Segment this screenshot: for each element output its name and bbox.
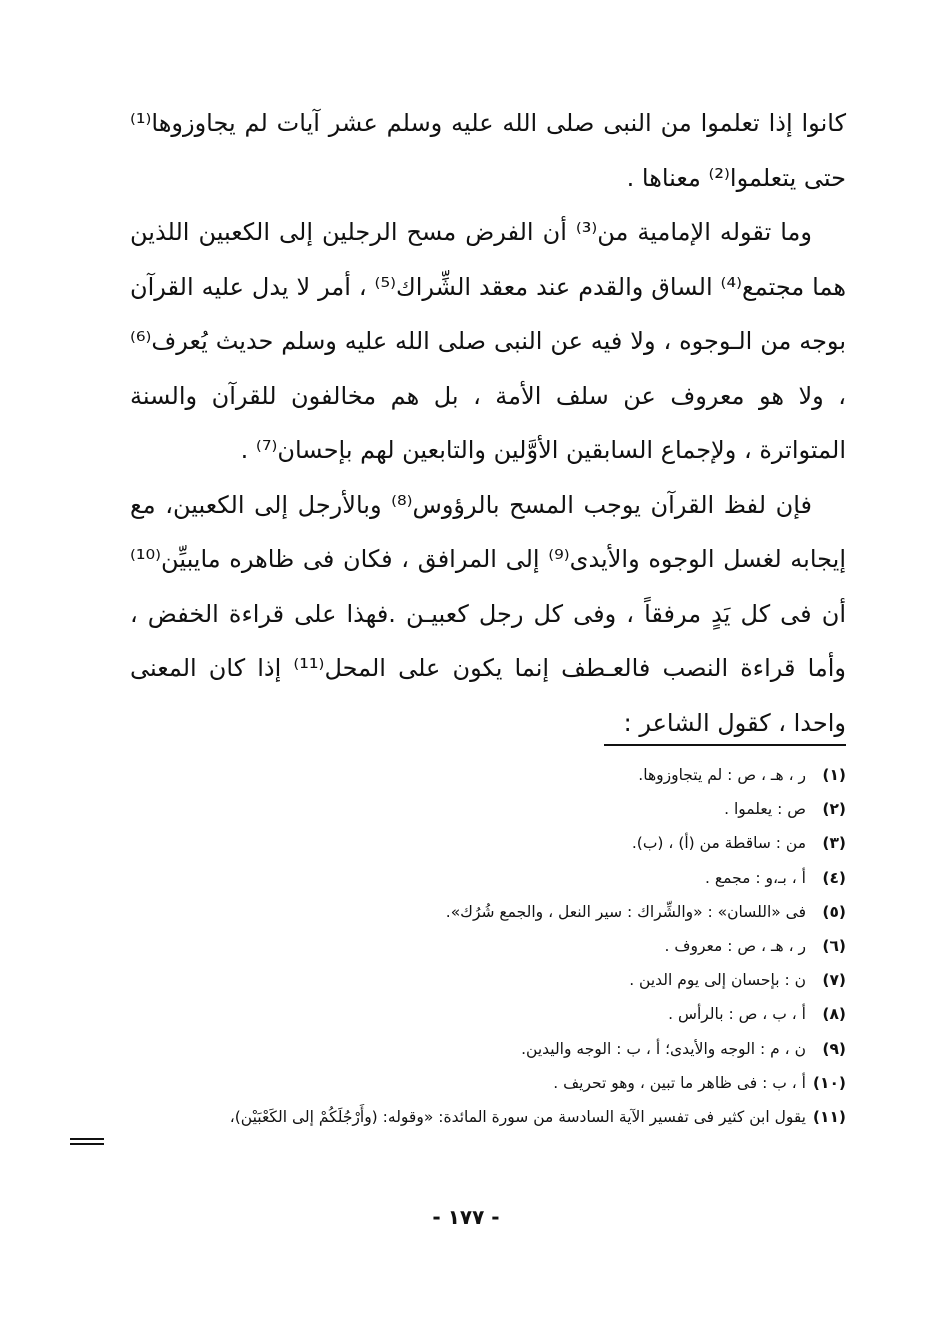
footnote-6 bbox=[130, 929, 846, 963]
footnote-text: من : ساقطة من (أ) ، (ب). bbox=[631, 834, 806, 853]
footnote-number: (٤) bbox=[822, 868, 846, 887]
footnote-number: (٣) bbox=[822, 834, 846, 853]
footnote-number: (٩) bbox=[822, 1039, 846, 1058]
footnote-text: ر ، هـ ، ص : معروف . bbox=[664, 937, 806, 956]
main-text bbox=[130, 96, 846, 750]
paragraph-2: وما تقوله الإمامية من⁽³⁾ أن الفرض مسح الرجلين إلى الكعبين اللذين هما مجتمع⁽⁴⁾ الساق والقدم عند معقد الشِّراك⁽⁵⁾ ، أمر لا يدل عليه القرآن بوجه من الـوجوه ، ولا فيه عن النبى صلى الله عليه وسلم حديث يُعرف⁽⁶⁾ ، ولا هو معروف عن سلف الأمة ، بل هم مخالفون للقرآن والسنة المتواترة ، ولإجماع السابقين الأوَّلين والتابعين لهم بإحسان⁽⁷⁾ . bbox=[130, 218, 846, 464]
footnote-11 bbox=[130, 1100, 846, 1134]
footnote-separator bbox=[604, 744, 846, 746]
footnote-text: ن ، م : الوجه والأيدى؛ أ ، ب : الوجه واليدين. bbox=[521, 1039, 806, 1058]
footnote-4 bbox=[130, 861, 846, 895]
footnote-text: ن : بإحسان إلى يوم الدين . bbox=[629, 971, 806, 990]
footnote-number: (١١) bbox=[812, 1108, 846, 1127]
footnote-2 bbox=[130, 792, 846, 826]
footnote-number: (٥) bbox=[822, 902, 846, 921]
footnote-text: فى «اللسان» : «والشِّراك : سير النعل ، والجمع شُرُك». bbox=[445, 902, 806, 921]
paragraph-1: كانوا إذا تعلموا من النبى صلى الله عليه وسلم عشر آيات لم يجاوزوها⁽¹⁾ حتى يتعلموا⁽²⁾ معناها . bbox=[130, 109, 846, 192]
footnote-text: ص : يعلموا . bbox=[724, 800, 806, 819]
footnote-8 bbox=[130, 997, 846, 1031]
footnote-1 bbox=[130, 758, 846, 792]
footnote-text: أ ، بـ،و : مجمع . bbox=[705, 868, 806, 887]
footnote-continuation-mark bbox=[70, 1138, 104, 1145]
footnote-number: (٧) bbox=[822, 971, 846, 990]
page-number: - ١٧٧ - bbox=[432, 1205, 500, 1229]
footnote-number: (٢) bbox=[822, 800, 846, 819]
footnote-text: ر ، هـ ، ص : لم يتجاوزوها. bbox=[638, 766, 806, 784]
footnote-number: (١) bbox=[822, 766, 846, 784]
footnote-number: (٦) bbox=[822, 937, 846, 956]
footnote-text: يقول ابن كثير فى تفسير الآية السادسة من سورة المائدة: «وقوله: (وأَرْجُلَكُمْ إلى الكَعْبَيْن)، bbox=[229, 1108, 806, 1127]
footnote-number: (٨) bbox=[822, 1005, 846, 1024]
footnote-9 bbox=[130, 1032, 846, 1066]
footnote-3 bbox=[130, 826, 846, 860]
footnote-text: أ ، ب : فى ظاهر ما تبين ، وهو تحريف . bbox=[553, 1073, 806, 1092]
paragraph-3: فإن لفظ القرآن يوجب المسح بالرؤوس⁽⁸⁾ وبالأرجل إلى الكعبين، مع إيجابه لغسل الوجوه والأيدى⁽⁹⁾ إلى المرافق ، فكان فى ظاهره مايبيِّن⁽¹⁰⁾ أن فى كل يَدٍ مرفقاً ، وفى كل رجل كعبيـن .فهذا على قراءة الخفض ، وأما قراءة النصب فالعـطف إنما يكون على المحل⁽¹¹⁾ إذا كان المعنى واحدا ، كقول الشاعر : bbox=[130, 490, 846, 737]
footnote-5 bbox=[130, 895, 846, 929]
footnote-10 bbox=[130, 1066, 846, 1100]
footnote-number: (١٠) bbox=[812, 1073, 846, 1092]
footnote-7 bbox=[130, 963, 846, 997]
footnotes-list bbox=[130, 758, 846, 1134]
footnote-text: أ ، ب ، ص : بالرأس . bbox=[668, 1005, 806, 1024]
